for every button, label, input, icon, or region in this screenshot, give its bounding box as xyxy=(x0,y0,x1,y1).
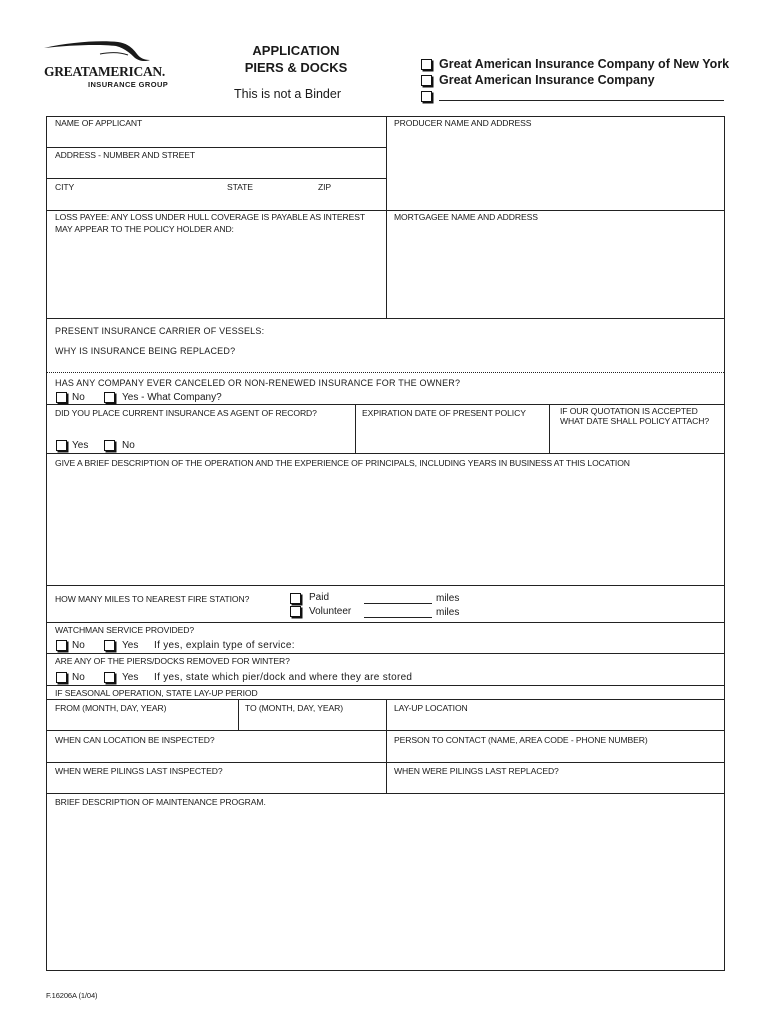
divider xyxy=(46,147,386,148)
canceled-no-checkbox[interactable] xyxy=(56,392,67,403)
why-replaced-label: WHY IS INSURANCE BEING REPLACED? xyxy=(55,346,236,356)
form-number: F.16206A (1/04) xyxy=(46,991,98,1000)
city-label: CITY xyxy=(55,182,75,192)
divider xyxy=(355,404,356,453)
paid-miles-input[interactable] xyxy=(364,603,432,604)
title-application: APPLICATION xyxy=(252,43,340,58)
piers-explain-label: If yes, state which pier/dock and where they are stored xyxy=(154,672,413,683)
seasonal-label: IF SEASONAL OPERATION, STATE LAY-UP PERIOD xyxy=(55,688,258,698)
from-date-label: FROM (MONTH, DAY, YEAR) xyxy=(55,703,167,713)
layup-location-label: LAY-UP LOCATION xyxy=(394,703,468,713)
divider xyxy=(46,762,724,763)
agent-of-record-label: DID YOU PLACE CURRENT INSURANCE AS AGENT OF RECORD? xyxy=(55,408,317,418)
divider xyxy=(549,404,550,453)
logo-wordmark: GREATAMERICAN. xyxy=(44,64,165,79)
mortgagee-label: MORTGAGEE NAME AND ADDRESS xyxy=(394,212,538,222)
watchman-no-checkbox[interactable] xyxy=(56,640,67,651)
to-date-label: TO (MONTH, DAY, YEAR) xyxy=(245,703,344,713)
pilings-replaced-label: WHEN WERE PILINGS LAST REPLACED? xyxy=(394,766,559,776)
pilings-inspected-label: WHEN WERE PILINGS LAST INSPECTED? xyxy=(55,766,223,776)
canceled-yes-checkbox[interactable] xyxy=(104,392,115,403)
divider xyxy=(46,585,724,586)
state-label: STATE xyxy=(227,182,253,192)
operation-description-label: GIVE A BRIEF DESCRIPTION OF THE OPERATION AND THE EXPERIENCE OF PRINCIPALS, INCLUDING YEARS IN BUSINESS AT THIS LOCATION xyxy=(55,458,630,468)
name-of-applicant-label: NAME OF APPLICANT xyxy=(55,118,143,128)
watchman-yes-checkbox[interactable] xyxy=(104,640,115,651)
binder-note: This is not a Binder xyxy=(234,87,341,101)
volunteer-miles-input[interactable] xyxy=(364,617,432,618)
person-contact-label: PERSON TO CONTACT (NAME, AREA CODE - PHONE NUMBER) xyxy=(394,735,648,745)
divider xyxy=(238,699,239,730)
divider xyxy=(46,453,724,454)
divider xyxy=(386,116,387,318)
piers-no-checkbox[interactable] xyxy=(56,672,67,683)
company-checkbox-ny[interactable] xyxy=(421,59,432,70)
expiration-date-label: EXPIRATION DATE OF PRESENT POLICY xyxy=(362,408,526,418)
fire-station-label: HOW MANY MILES TO NEAREST FIRE STATION? xyxy=(55,594,250,604)
logo-subtitle: INSURANCE GROUP xyxy=(88,80,169,89)
divider xyxy=(46,793,724,794)
maintenance-label: BRIEF DESCRIPTION OF MAINTENANCE PROGRAM. xyxy=(55,797,266,807)
company-checkbox-gaic[interactable] xyxy=(421,75,432,86)
zip-label: ZIP xyxy=(318,182,332,192)
quotation-accepted-label: IF OUR QUOTATION IS ACCEPTED xyxy=(560,406,698,416)
logo xyxy=(40,38,170,94)
piers-yes-checkbox[interactable] xyxy=(104,672,115,683)
divider xyxy=(46,404,724,405)
canceled-question-label: HAS ANY COMPANY EVER CANCELED OR NON-RENEWED INSURANCE FOR THE OWNER? xyxy=(55,378,461,388)
volunteer-checkbox[interactable] xyxy=(290,606,301,617)
watchman-yes-label: Yes xyxy=(122,640,139,651)
piers-yes-label: Yes xyxy=(122,672,139,683)
agent-yes-checkbox[interactable] xyxy=(56,440,67,451)
company-label-gaic: Great American Insurance Company xyxy=(439,73,655,87)
agent-no-label: No xyxy=(122,440,135,451)
paid-checkbox[interactable] xyxy=(290,593,301,604)
company-checkbox-other[interactable] xyxy=(421,91,432,102)
producer-name-label: PRODUCER NAME AND ADDRESS xyxy=(394,118,532,128)
agent-no-checkbox[interactable] xyxy=(104,440,115,451)
title-piers-docks: PIERS & DOCKS xyxy=(244,60,348,75)
divider xyxy=(46,372,724,373)
paid-label: Paid xyxy=(309,592,330,603)
canceled-yes-label: Yes - What Company? xyxy=(122,392,222,403)
watchman-label: WATCHMAN SERVICE PROVIDED? xyxy=(55,625,195,635)
divider xyxy=(46,730,724,731)
divider xyxy=(46,318,724,319)
piers-removed-label: ARE ANY OF THE PIERS/DOCKS REMOVED FOR WINTER? xyxy=(55,656,290,666)
divider xyxy=(46,210,724,211)
loss-payee-label-2: MAY APPEAR TO THE POLICY HOLDER AND: xyxy=(55,224,234,234)
address-label: ADDRESS - NUMBER AND STREET xyxy=(55,150,196,160)
divider xyxy=(46,653,724,654)
company-other-input[interactable] xyxy=(439,100,724,101)
watchman-explain-label: If yes, explain type of service: xyxy=(154,640,295,651)
paid-miles-unit: miles xyxy=(436,593,460,604)
watchman-no-label: No xyxy=(72,640,85,651)
canceled-no-label: No xyxy=(72,392,85,403)
volunteer-miles-unit: miles xyxy=(436,607,460,618)
divider xyxy=(46,685,724,686)
volunteer-label: Volunteer xyxy=(309,606,352,617)
divider xyxy=(46,178,386,179)
agent-yes-label: Yes xyxy=(72,440,89,451)
inspected-when-label: WHEN CAN LOCATION BE INSPECTED? xyxy=(55,735,215,745)
quotation-accepted-label-2: WHAT DATE SHALL POLICY ATTACH? xyxy=(560,416,710,426)
piers-no-label: No xyxy=(72,672,85,683)
loss-payee-label: LOSS PAYEE: ANY LOSS UNDER HULL COVERAGE IS PAYABLE AS INTEREST xyxy=(55,212,366,222)
divider xyxy=(46,622,724,623)
divider xyxy=(46,699,724,700)
present-carrier-label: PRESENT INSURANCE CARRIER OF VESSELS: xyxy=(55,326,265,336)
divider xyxy=(386,699,387,793)
company-label-ny: Great American Insurance Company of New York xyxy=(439,57,730,71)
